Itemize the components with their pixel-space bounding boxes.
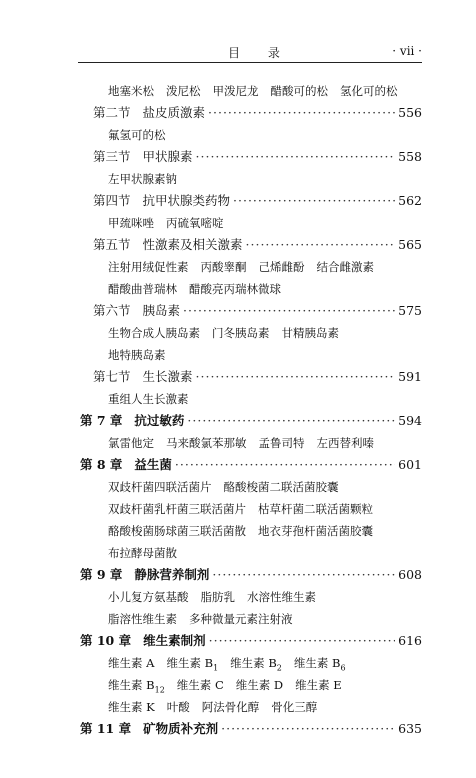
toc-drug-name: 小儿复方氨基酸 bbox=[108, 590, 189, 604]
toc-drug-name: 氯雷他定 bbox=[108, 436, 154, 450]
dot-leader bbox=[196, 146, 396, 168]
toc-chapter-entry bbox=[0, 718, 476, 740]
dot-leader bbox=[246, 234, 396, 256]
dot-leader bbox=[208, 102, 395, 124]
toc-section-entry bbox=[0, 102, 476, 124]
toc-drug-list bbox=[0, 542, 476, 564]
page-number: 616 bbox=[398, 633, 422, 648]
toc-drug-name: 地衣芽孢杆菌活菌胶囊 bbox=[258, 524, 373, 538]
page-number: 556 bbox=[398, 105, 422, 120]
toc-drug-list bbox=[0, 696, 476, 718]
toc-drug-name: 酪酸梭菌肠球菌三联活菌散 bbox=[108, 524, 246, 538]
drug-name-text: 维生素 B bbox=[166, 656, 214, 670]
page-number: 591 bbox=[398, 369, 422, 384]
page-number: 575 bbox=[398, 303, 422, 318]
dot-leader bbox=[175, 454, 395, 476]
toc-drug-name: 脂肪乳 bbox=[200, 590, 235, 604]
chapter-number: 第 9 章 bbox=[80, 567, 123, 582]
toc-drug-name bbox=[108, 678, 165, 695]
toc-drug-name bbox=[293, 656, 346, 673]
toc-drug-list bbox=[0, 498, 476, 520]
toc-drug-name: 甲巯咪唑 bbox=[108, 216, 154, 230]
toc-drug-name: 丙酸睾酮 bbox=[200, 260, 247, 274]
page-number: 608 bbox=[398, 567, 422, 582]
toc-drug-name bbox=[230, 656, 282, 673]
toc-section-entry bbox=[0, 146, 476, 168]
toc-drug-name: 布拉酵母菌散 bbox=[108, 546, 177, 560]
toc-drug-list bbox=[0, 586, 476, 608]
drug-name-subscript: 6 bbox=[340, 663, 346, 673]
chapter-number: 第 8 章 bbox=[80, 457, 123, 472]
dot-leader bbox=[233, 190, 395, 212]
chapter-title: 矿物质补充剂 bbox=[143, 721, 219, 736]
dot-leader bbox=[183, 300, 395, 322]
section-number: 第四节 bbox=[93, 193, 131, 208]
page-number: 601 bbox=[398, 457, 422, 472]
toc-drug-name: 阿法骨化醇 bbox=[201, 700, 260, 714]
toc-drug-list bbox=[0, 520, 476, 542]
toc-drug-name: 泼尼松 bbox=[166, 84, 201, 98]
drug-name-text: 维生素 B bbox=[108, 678, 155, 692]
toc-drug-name: 骨化三醇 bbox=[271, 700, 318, 714]
toc-drug-name: 多种微量元素注射液 bbox=[189, 612, 293, 626]
page-number: 565 bbox=[398, 237, 422, 252]
running-header bbox=[78, 44, 422, 63]
chapter-number: 第 10 章 bbox=[80, 633, 132, 648]
toc-drug-list bbox=[0, 124, 476, 146]
toc-drug-name: 重组人生长激素 bbox=[108, 392, 189, 406]
toc-drug-name: 孟鲁司特 bbox=[258, 436, 305, 450]
toc-drug-list bbox=[0, 256, 476, 278]
toc-drug-name: 甲泼尼龙 bbox=[212, 84, 259, 98]
page-number: 594 bbox=[398, 413, 422, 428]
toc-drug-name: 叶酸 bbox=[166, 700, 190, 714]
section-title: 甲状腺素 bbox=[142, 149, 193, 164]
toc-drug-name: 双歧杆菌乳杆菌三联活菌片 bbox=[108, 502, 246, 516]
drug-name-subscript: 2 bbox=[276, 663, 282, 673]
header-page-number: · vii · bbox=[392, 44, 422, 58]
header-title: 目 录 bbox=[228, 46, 292, 60]
drug-name-text: 维生素 C bbox=[176, 678, 224, 692]
chapter-title: 益生菌 bbox=[134, 457, 172, 472]
toc-drug-name bbox=[177, 678, 224, 692]
toc-drug-list bbox=[0, 278, 476, 300]
toc-drug-name: 酪酸梭菌二联活菌胶囊 bbox=[223, 480, 339, 494]
toc-drug-name: 结合雌激素 bbox=[316, 260, 374, 274]
toc-chapter-entry bbox=[0, 564, 476, 586]
table-of-contents bbox=[0, 80, 476, 740]
section-number: 第七节 bbox=[93, 369, 131, 384]
toc-drug-name: 醋酸曲普瑞林 bbox=[108, 282, 177, 296]
toc-drug-list bbox=[0, 652, 476, 674]
toc-chapter-entry bbox=[0, 454, 476, 476]
toc-drug-name: 枯草杆菌二联活菌颗粒 bbox=[258, 502, 373, 516]
toc-drug-list bbox=[0, 344, 476, 366]
toc-chapter-entry bbox=[0, 410, 476, 432]
toc-drug-name: 生物合成人胰岛素 bbox=[108, 326, 200, 340]
toc-section-entry bbox=[0, 234, 476, 256]
drug-name-text: 维生素 B bbox=[293, 656, 341, 670]
dot-leader bbox=[212, 564, 395, 586]
chapter-number: 第 7 章 bbox=[80, 413, 123, 428]
toc-section-entry bbox=[0, 190, 476, 212]
toc-chapter-entry bbox=[0, 630, 476, 652]
toc-drug-name bbox=[108, 656, 154, 670]
drug-name-text: 维生素 B bbox=[230, 656, 277, 670]
toc-drug-name: 左西替利嗪 bbox=[316, 436, 374, 450]
chapter-number: 第 11 章 bbox=[80, 721, 132, 736]
dot-leader bbox=[221, 718, 395, 740]
drug-name-subscript: 1 bbox=[213, 663, 219, 673]
toc-drug-name bbox=[166, 656, 219, 673]
drug-name-text: 维生素 A bbox=[108, 656, 155, 670]
drug-name-text: 维生素 E bbox=[295, 678, 342, 692]
section-title: 性激素及相关激素 bbox=[142, 237, 243, 252]
toc-drug-name: 己烯雌酚 bbox=[258, 260, 305, 274]
toc-drug-list bbox=[0, 80, 476, 102]
section-title: 生长激素 bbox=[142, 369, 193, 384]
toc-drug-list bbox=[0, 388, 476, 410]
toc-drug-name: 丙硫氧嘧啶 bbox=[166, 216, 224, 230]
toc-drug-list bbox=[0, 212, 476, 234]
section-title: 胰岛素 bbox=[142, 303, 181, 318]
toc-drug-name: 注射用绒促性素 bbox=[108, 260, 189, 274]
toc-drug-name: 门冬胰岛素 bbox=[212, 326, 270, 340]
toc-section-entry bbox=[0, 366, 476, 388]
toc-drug-name: 醋酸可的松 bbox=[270, 84, 328, 98]
section-number: 第三节 bbox=[93, 149, 131, 164]
toc-drug-list bbox=[0, 322, 476, 344]
section-number: 第五节 bbox=[93, 237, 131, 252]
toc-drug-name bbox=[295, 678, 342, 692]
toc-drug-list bbox=[0, 608, 476, 630]
page-number: 558 bbox=[398, 149, 422, 164]
toc-drug-name: 水溶性维生素 bbox=[247, 590, 316, 604]
toc-drug-name bbox=[236, 678, 283, 692]
toc-drug-name: 脂溶性维生素 bbox=[108, 612, 177, 626]
toc-section-entry bbox=[0, 300, 476, 322]
toc-drug-name: 氢化可的松 bbox=[340, 84, 398, 98]
drug-name-subscript: 12 bbox=[154, 685, 165, 695]
toc-drug-list bbox=[0, 168, 476, 190]
section-number: 第六节 bbox=[93, 303, 131, 318]
toc-drug-list bbox=[0, 476, 476, 498]
toc-drug-list bbox=[0, 432, 476, 454]
toc-drug-name: 甘精胰岛素 bbox=[281, 326, 339, 340]
toc-drug-name: 维生素 K bbox=[108, 700, 155, 714]
toc-drug-name: 地塞米松 bbox=[108, 84, 154, 98]
toc-drug-name: 醋酸亮丙瑞林微球 bbox=[189, 282, 281, 296]
toc-drug-name: 马来酸氯苯那敏 bbox=[166, 436, 247, 450]
dot-leader bbox=[187, 410, 395, 432]
page-number: 635 bbox=[398, 721, 422, 736]
dot-leader bbox=[209, 630, 396, 652]
toc-drug-name: 左甲状腺素钠 bbox=[108, 172, 177, 186]
section-title: 盐皮质激素 bbox=[142, 105, 206, 120]
toc-drug-name: 地特胰岛素 bbox=[108, 348, 166, 362]
chapter-title: 抗过敏药 bbox=[134, 413, 185, 428]
chapter-title: 静脉营养制剂 bbox=[134, 567, 210, 582]
toc-drug-list bbox=[0, 674, 476, 696]
drug-name-text: 维生素 D bbox=[235, 678, 284, 692]
section-title: 抗甲状腺类药物 bbox=[142, 193, 231, 208]
toc-drug-name: 氟氢可的松 bbox=[108, 128, 166, 142]
page-number: 562 bbox=[398, 193, 422, 208]
section-number: 第二节 bbox=[93, 105, 131, 120]
toc-drug-name: 双歧杆菌四联活菌片 bbox=[108, 480, 212, 494]
chapter-title: 维生素制剂 bbox=[143, 633, 206, 648]
dot-leader bbox=[196, 366, 396, 388]
